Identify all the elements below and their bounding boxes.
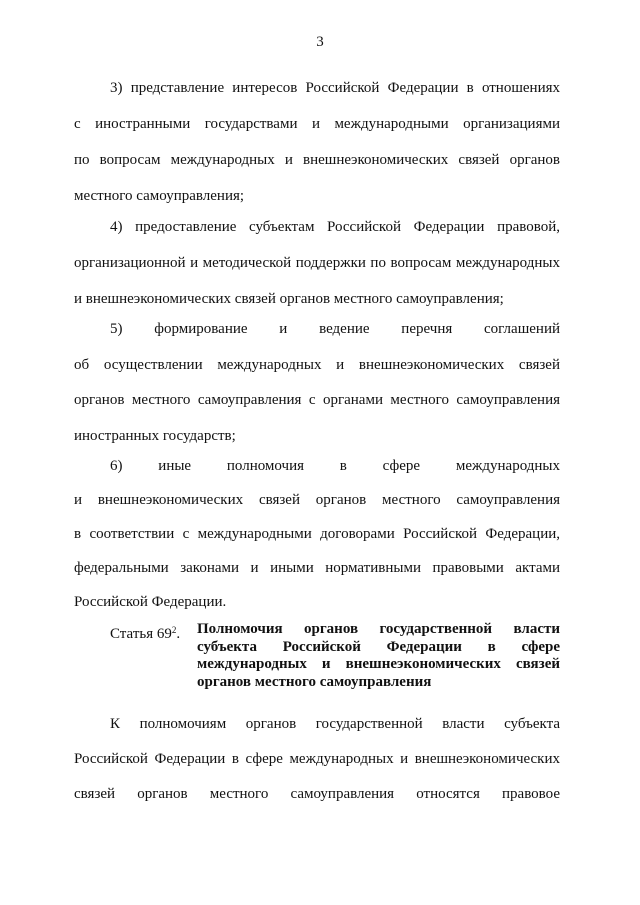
text-line: в соответствии с международными договорами Российской Федерации, [74,526,560,542]
text-line: и внешнеэкономических связей органов местного самоуправления; [74,291,504,307]
article-superscript: 2 [171,625,177,635]
article-label-suffix: . [176,626,181,642]
text-line: 5) формирование и ведение перечня соглашений [110,321,560,337]
text-line: 6) иные полномочия в сфере международных [110,458,560,474]
list-item-4 [74,209,560,317]
text-line: организационной и методической поддержки по вопросам международных [74,255,560,271]
list-item-6 [74,449,560,619]
text-line: К полномочиям органов государственной власти субъекта [110,716,560,732]
article-title-line: международных и внешнеэкономических связей [197,656,560,672]
list-item-3 [74,70,560,214]
article-title-line: субъекта Российской Федерации в сфере [197,638,560,655]
article-label [110,621,180,643]
text-line: и внешнеэкономических связей органов местного самоуправления [74,492,560,508]
article-title-line: органов местного самоуправления [197,673,432,690]
text-line: местного самоуправления; [74,188,245,204]
text-line: об осуществлении международных и внешнеэкономических связей [74,356,560,373]
text-line: Российской Федерации. [74,594,227,610]
text-line: по вопросам международных и внешнеэкономических связей органов [74,152,560,168]
text-line: федеральными законами и иными нормативными правовыми актами [74,560,560,576]
text-line: Российской Федерации в сфере международных и внешнеэкономических [74,751,560,767]
list-item-5 [74,312,560,454]
article-title [197,621,560,691]
article-title-line: Полномочия органов государственной власти [197,621,560,637]
text-line: связей органов местного самоуправления относятся правовое [74,786,560,802]
article-label-text: Статья 69 [110,626,172,642]
text-line: иностранных государств; [74,427,236,444]
page-number: 3 [316,34,324,50]
text-line: 4) предоставление субъектам Российской Федерации правовой, [110,219,560,235]
article-body-paragraph [74,707,560,812]
text-line: 3) представление интересов Российской Федерации в отношениях [110,80,560,96]
text-line: органов местного самоуправления с органами местного самоуправления [74,392,560,408]
text-line: с иностранными государствами и международными организациями [74,116,560,132]
